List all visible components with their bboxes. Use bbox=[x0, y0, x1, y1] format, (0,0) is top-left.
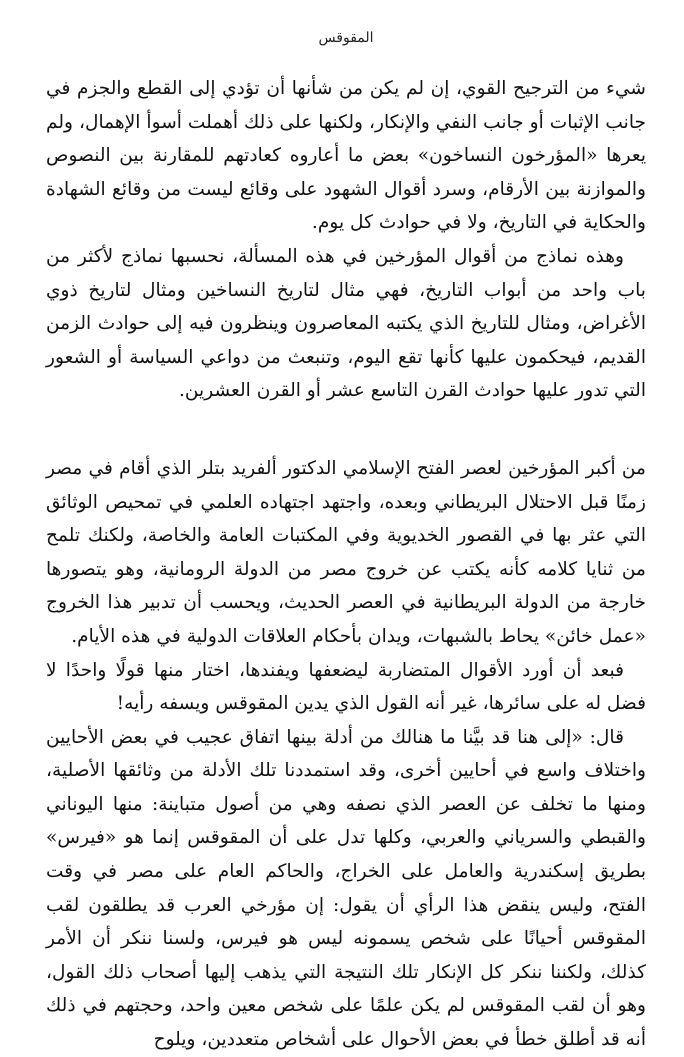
section-gap bbox=[46, 408, 646, 452]
paragraph-3: من أكبر المؤرخين لعصر الفتح الإسلامي الدكتور ألفريد بتلر الذي أقام في مصر زمنًا قبل الاحتلال البريطاني وبعده، واجتهد اجتهاده العلمي في تمحيص الوثائق التي عثر بها في القصور الخديوية وفي المكتبات العامة والخاصة، ولكنك تلمح من ثنايا كلامه كأنه يكتب عن خروج مصر من الدولة الرومانية، وهو يتصورها خارجة من الدولة البريطانية في العصر الحديث، ويحسب أن تدبير هذا الخروج «عمل خائن» يحاط بالشبهات، ويدان بأحكام العلاقات الدولية في هذه الأيام. bbox=[46, 457, 646, 647]
paragraph-1: شيء من الترجيح القوي، إن لم يكن من شأنها أن تؤدي إلى القطع والجزم في جانب الإثبات أو جانب النفي والإنكار، ولكنها على ذلك أهملت أسوأ الإهمال، ولم يعرها «المؤرخون النساخون» بعض ما أعاروه كعادتهم للمقارنة بين النصوص والموازنة بين الأرقام، وسرد أقوال الشهود على وقائع ليست من وقائع الشهادة والحكاية في التاريخ، ولا في حوادث كل يوم. bbox=[46, 78, 646, 234]
paragraph-2: وهذه نماذج من أقوال المؤرخين في هذه المسألة، نحسبها نماذج لأكثر من باب واحد من أبواب التاريخ، فهي مثال لتاريخ النساخين ومثال لتاريخ ذوي الأغراض، ومثال للتاريخ الذي يكتبه المعاصرون وينظرون فيه إلى حوادث الزمن القديم، فيحكمون عليها كأنها تقع اليوم، وتنبعث من دواعي السياسة أو الشعور التي تدور عليها حوادث القرن التاسع عشر أو القرن العشرين. bbox=[46, 245, 646, 402]
paragraph-4: فبعد أن أورد الأقوال المتضاربة ليضعفها ويفندها، اختار منها قولًا واحدًا لا فضل له على سائرها، غير أنه القول الذي يدين المقوقس ويسفه رأيه! bbox=[46, 659, 646, 715]
running-title: المقوقس bbox=[318, 30, 374, 46]
paragraph-5: قال: «إلى هنا قد بيَّنا ما هنالك من أدلة بينها اتفاق عجيب في بعض الأحايين واختلاف واسع في أحايين أخرى، وقد استمددنا تلك الأدلة من وثائقها الأصلية، ومنها ما تخلف عن العصر الذي نصفه وهي من أصول متباينة: منها اليوناني والقبطي والسرياني والعربي، وكلها تدل على أن المقوقس إنما هو «فيرس» بطريق إسكندرية والعامل على الخراج، والحاكم العام على مصر في وقت الفتح، وليس ينقض هذا الرأي أن يقول: إن مؤرخي العرب قد يطلقون لقب المقوقس أحيانًا على شخص يسمونه ليس هو فيرس، ولسنا ننكر أن الأمر كذلك، ولكننا ننكر كل الإنكار تلك النتيجة التي يذهب إليها أصحاب ذلك القول، وهو أن لقب المقوقس لم يكن علمًا على شخص معين واحد، وحجتهم في ذلك أنه قد أطلق خطأ في بعض الأحوال على أشخاص متعددين، ويلوح bbox=[46, 726, 646, 1051]
